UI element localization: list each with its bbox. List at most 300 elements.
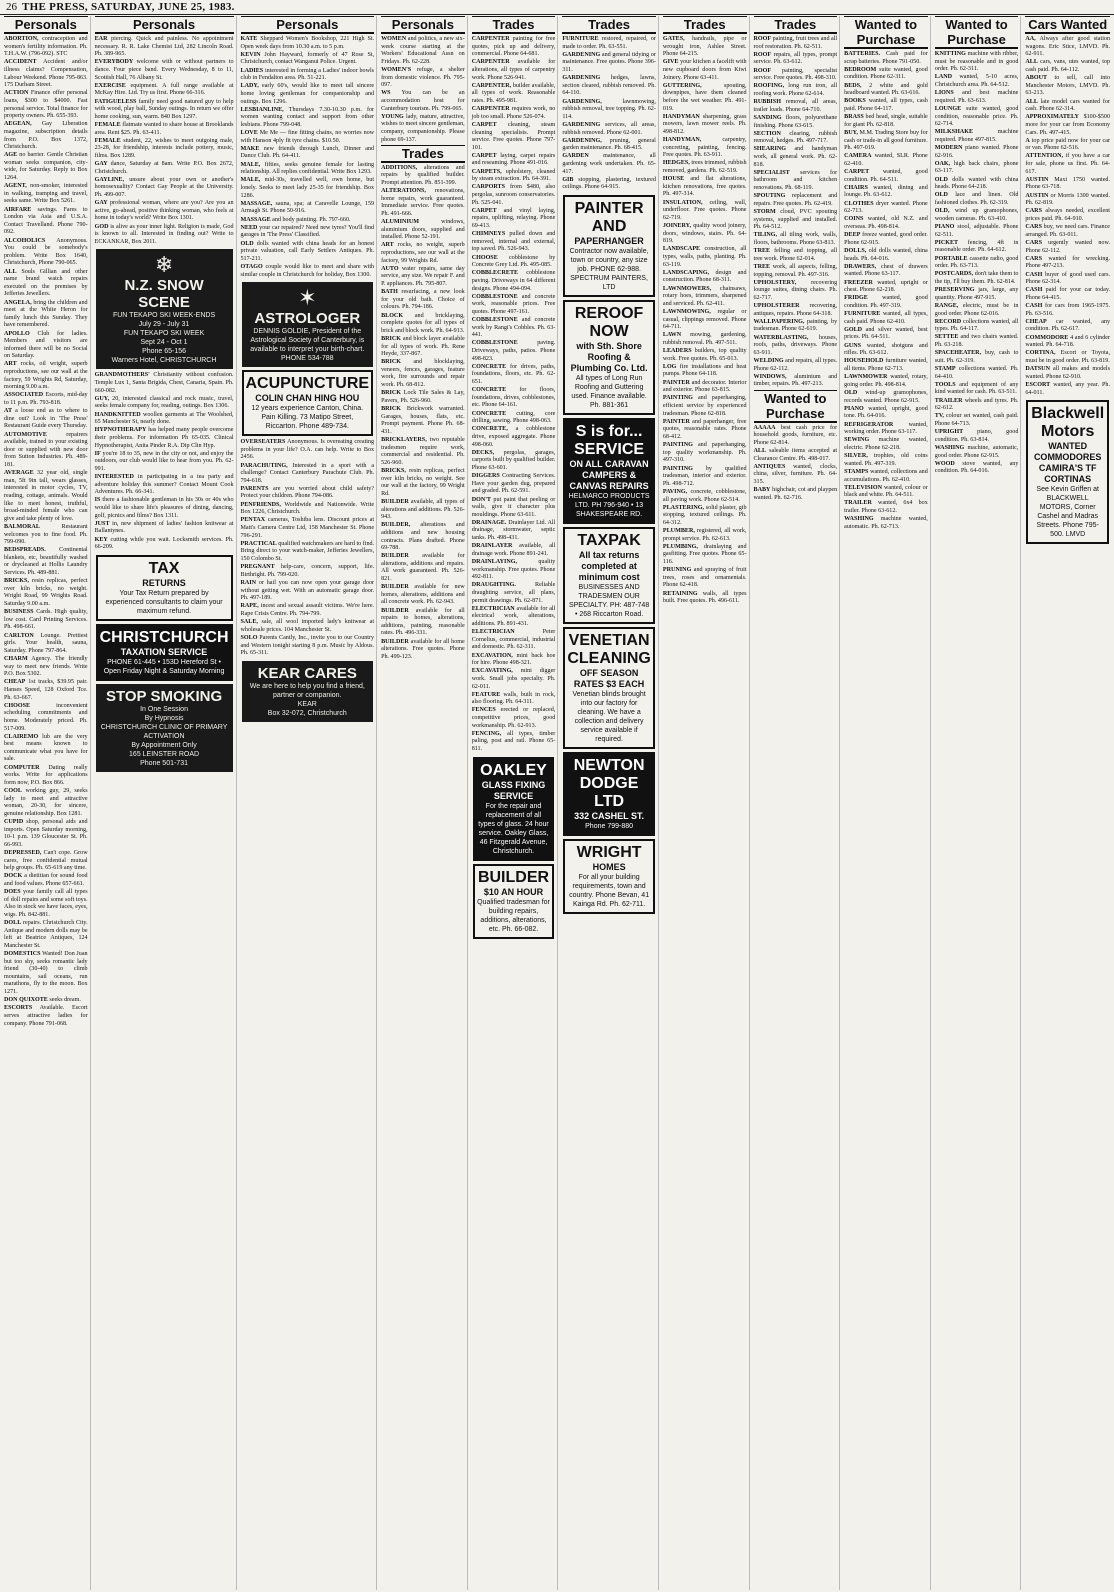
ad-text: trees trimmed, rubbish removed, gardens. Ph. 62-519. (662, 160, 747, 175)
ad-text: recovering, antiques, repairs. Phone 64-318. (753, 303, 838, 317)
section-heading: Personals (95, 16, 234, 34)
display-ad (563, 839, 655, 914)
ad-text: fire installations and heat pumps. Phone 64-118. (662, 363, 747, 378)
ad-keyword: LOVE (240, 130, 258, 137)
classified-ad (844, 516, 928, 531)
ad-keyword: OLD (934, 192, 948, 199)
ad-text: old dolls wanted, china heads. Ph. 64-016. (844, 247, 928, 262)
ad-text: all types, timber paling, post and rail. Phone 65-811. (471, 730, 556, 753)
ad-keyword: IS (94, 497, 101, 504)
ad-keyword: APPROXIMATELY (1025, 114, 1079, 121)
classified-ad (4, 90, 88, 120)
ad-text: walls, all types built. Free quotes. Ph. 496-611. (662, 590, 747, 605)
ad-keyword: AGE (4, 152, 18, 159)
ad-text: and block layer available for all types of work. Ph. Rene Heyde, 337-867. (381, 335, 465, 358)
ad-keyword: BATH (381, 289, 398, 296)
classified-ad (754, 248, 838, 263)
ad-keyword: CARPENTER (471, 106, 510, 113)
ad-text: mowing, gardening, rubbish removal. Ph. 497-511. (662, 332, 747, 346)
ad-keyword: MASSAGE, (240, 200, 273, 207)
ad-text: high back chairs, phone 63-117. (934, 160, 1019, 175)
section-heading: Trades (754, 16, 838, 34)
ad-keyword: DOMESTICS (4, 951, 41, 958)
page-number: 26 (6, 1, 17, 13)
ad-text: Available. Escort serves attractive ladies for company. Phone 791-068. (4, 1005, 88, 1027)
classified-ad (1025, 114, 1110, 137)
classified-ad (935, 224, 1019, 239)
ad-text: stopping, plastering, textured ceilings. Phone 64-915. (562, 176, 656, 191)
ad-keyword: SILVER, (844, 453, 868, 460)
ad-text: quality wood joinery, doors, windows, stairs. Ph. 64-819. (662, 223, 747, 245)
ad-keyword: DON QUIXOTE (4, 997, 48, 1004)
ad-keyword: COBBLESTONE (471, 293, 518, 300)
ad-text: sharpening, grass mowers, lawn mower reels. Ph. 498-812. (662, 113, 747, 135)
ad-keyword: CARPET (844, 169, 870, 176)
ad-text: rocks, no weight, superb reproductions, see our wall at the factory, 99 Wrights Rd. (381, 242, 465, 264)
ad-text: You can be an accommodation host for Canterbury tourism. Ph. 799-065. (381, 90, 465, 112)
classified-ad (95, 200, 234, 223)
classified-ad (381, 336, 465, 359)
ad-keyword: CARPENTER (471, 36, 510, 42)
ad-text: and concrete work, reasonable prices. Free quotes. Phone 497-161. (471, 293, 556, 315)
classified-ad (241, 486, 375, 501)
ad-keyword: DATSUN (1025, 366, 1050, 373)
ad-text: resin replicas, perfect over kiln bricks, no weight. Wright Road, 99 Wrights Road. Saturday 9.00 a.m. (4, 578, 88, 608)
ad-text: suite wanted, good condition, reasonable price. Ph. 62-714. (934, 105, 1019, 128)
classified-ad (95, 99, 234, 122)
classified-ad (241, 502, 375, 517)
ad-keyword: TRAILER (934, 397, 963, 404)
ad-keyword: BATTERIES. (844, 51, 881, 57)
ad-keyword: LAWNMOWING, (662, 308, 711, 315)
ad-keyword: GOLD (844, 326, 863, 333)
classified-ad (935, 161, 1019, 176)
ad-text: in participating in a tea party and adventure holiday this summer? Contact Mount Cook Adventures. Ph. 66-341. (94, 474, 234, 496)
classified-ad (663, 395, 747, 418)
ad-text: drainlaying and gasfitting. Free quotes. Phone 65-116. (662, 543, 747, 566)
display-ad (563, 527, 655, 624)
ad-text: wanted, 6x4 box trailer. Phone 63-612. (844, 500, 928, 515)
classified-ad (4, 609, 88, 632)
classified-ad (381, 553, 465, 583)
classified-ad (381, 67, 465, 90)
classified-ad (4, 524, 88, 547)
classified-ad (241, 107, 375, 130)
ad-keyword: PLUMBING, (662, 543, 698, 550)
ad-text: Maxi 1750 wanted. Phone 63-718. (1025, 176, 1110, 191)
classified-ad (935, 106, 1019, 129)
ad-text: collections wanted. Ph. 64-410. (934, 366, 1019, 380)
classified-ad (381, 188, 465, 218)
ad-text: student, 22, wishes to meet outgoing male, 23-28, for friendship, interests include pottery, music, films. Box 1289. (94, 137, 234, 159)
ad-text: available for alterations, additions and repairs. All work guaranteed. Ph. 526-821. (381, 553, 465, 583)
ad-keyword: CARPORTS (471, 184, 505, 191)
ad-keyword: TREE (753, 263, 771, 270)
ad-text: your family call all types of doll repairs and some soft toys. Also in stock we have faces, eyes, wigs. Ph. 842-881. (4, 889, 88, 918)
ad-text: piano wanted. Phone 62-916. (934, 145, 1019, 159)
ad-text: resurfacing, a new look for your old bath. Choice of colours. Ph. 794-186. (381, 289, 465, 311)
ad-keyword: DEEP (844, 232, 861, 239)
ad-text: Lounge. Prettiest girls. Your health, sauna, Saturday. Phone 797-864. (4, 632, 88, 654)
classified-ad (754, 487, 838, 502)
classified-ad (95, 122, 234, 137)
display-ad-l2: ON ALL CARAVAN CAMPERS & CANVAS REPAIRS (569, 459, 649, 492)
display-ad-l1: VENETIAN CLEANING (567, 632, 651, 668)
ad-text: wanted, dining and lounge. Ph. 63-612. (844, 184, 928, 199)
ad-keyword: CONCRETE (471, 363, 507, 370)
ad-text: cassette radio, good order. Ph. 63-713. (934, 255, 1019, 270)
ad-text: and paperhanging, top quality workmanship. Ph. 497-310. (662, 442, 747, 464)
ad-keyword: GARDENING, (562, 137, 602, 144)
ad-keyword: WOMEN'S (381, 66, 412, 73)
classified-ad (472, 411, 556, 426)
ad-keyword: OAK, (934, 160, 951, 167)
ad-keyword: EAR (94, 36, 108, 42)
ad-text: chainsaws, rotary hoes, trimmers, sharpened and serviced. Ph. 62-411. (662, 285, 747, 307)
classified-ad (241, 83, 375, 106)
ad-text: walls, built in rock, also flooring. Ph. 64-311. (471, 691, 556, 706)
ad-text: dryer wanted. Phone 62-713. (844, 200, 928, 215)
classified-ad (241, 36, 375, 51)
display-ad-l1: WRIGHT (576, 844, 642, 862)
column-10 (933, 16, 1022, 1590)
ad-text: pulled down and removed, internal and external, top saved. Ph. 526-943. (471, 231, 556, 253)
ad-keyword: ELECTRICIAN (471, 605, 515, 612)
classified-ad (4, 547, 88, 577)
classified-ad (472, 497, 556, 520)
kear-headline: KEAR CARES (257, 664, 357, 682)
ad-keyword: CARPET (471, 207, 497, 214)
ad-keyword: SEWING (844, 437, 870, 444)
ad-keyword: MILKSHAKE (934, 129, 974, 136)
ad-keyword: GAY (94, 161, 108, 168)
column-11 (1023, 16, 1112, 1590)
ad-text: alterations and repairs by qualified builder. Prompt attention. Ph. 851-399. (381, 164, 465, 186)
classified-ad (472, 153, 556, 168)
display-ad-l2: PAPERHANGER (574, 236, 644, 247)
ad-text: piano, good condition. Ph. 63-814. (934, 429, 1019, 443)
ad-text: Brickwork warranted. Garages, houses, flats, etc. Prompt payment. Phone Ph. 68-431. (381, 406, 465, 435)
ad-keyword: CONCRETE (471, 387, 507, 394)
classified-ad (935, 208, 1019, 223)
ad-keyword: OTAGO (240, 263, 263, 270)
snowflake-icon: ❄ (154, 252, 174, 278)
section-heading: Trades (663, 16, 747, 34)
column-9 (842, 16, 931, 1590)
ad-keyword: TELEVISION (844, 484, 883, 491)
classified-ad (472, 520, 556, 543)
classified-ad (663, 114, 747, 137)
ad-keyword: FATIGUELESS (94, 98, 137, 105)
classified-ad (1025, 256, 1110, 271)
classified-ad (1025, 287, 1110, 302)
ad-text: handrails, pipe or wrought iron, Ashlee Street. Phone 64-215. (662, 36, 747, 58)
ad-keyword: GAYLINE, (94, 176, 125, 183)
ad-text: cutting while you wait. Locksmith services. Ph. 66-209. (94, 536, 234, 551)
ad-keyword: PICKET (934, 239, 959, 246)
ad-text: unsure about your own or another's homosexuality? Contact Gay People at the University. Ph. 499-007. (94, 176, 234, 199)
ad-text: is alive as your inner light. Religion is made, God is known to all. Interested in finding out? Write to ECKANKAR, Box 2011. (94, 223, 234, 245)
ad-text: wanted, any year. Ph. 64-011. (1025, 382, 1110, 396)
ad-keyword: DRAUGHTING. (471, 582, 516, 589)
display-ad-l3: All types of Long Run Roofing and Guttering used. Finance available. Ph. 881-361 (571, 375, 647, 410)
classified-ad (1025, 208, 1110, 223)
ad-text: your car repaired? Need new tyres? You'll find garages in 'The Press' Classified. (240, 224, 375, 239)
ad-text: woollen garments at The Woolshed, 65 Manchester St, nearly done. (94, 411, 234, 426)
ad-text: Restaurant welcomes you to fine food. Ph. 799-090. (4, 523, 88, 546)
classified-ad (754, 232, 838, 247)
ad-keyword: ACCIDENT (4, 59, 37, 66)
ad-keyword: GRANDMOTHERS' (94, 372, 150, 379)
ad-text: and general tidying or maintenance. Free quotes. Phone 396-311. (562, 51, 656, 73)
ad-keyword: RECORD (934, 318, 962, 325)
classified-ad (381, 499, 465, 522)
ad-text: 2 white and gold headboard wanted. Ph. 63-616. (844, 82, 928, 97)
ad-keyword: BRICK (381, 359, 402, 366)
ad-text: or Morris 1300 wanted. Ph. 62-819. (1025, 192, 1110, 207)
ad-keyword: PENFRIENDS, (240, 501, 281, 508)
classified-ad (472, 208, 556, 231)
ad-keyword: TREE (753, 248, 771, 255)
classified-ad (472, 364, 556, 387)
display-ad (563, 418, 655, 524)
ad-keyword: CORTINA, (1025, 350, 1056, 357)
smoking-line: Phone 501-731 (140, 759, 188, 767)
classified-ad (95, 497, 234, 520)
classified-ad (381, 242, 465, 265)
ad-keyword: FURNITURE (844, 311, 881, 318)
ad-text: non-smoker, interested in walking, tramping and travel, seeks same. Write Box 5261. (4, 183, 88, 205)
ad-text: Escort or Toyota, must be in good order. Ph. 63-819. (1025, 350, 1110, 365)
ad-text: and spraying of fruit trees, roses and ornamentals. Phone 62-418. (662, 567, 747, 589)
ad-text: wheels and tyres. Ph. 62-612. (934, 397, 1019, 412)
section-heading: Wanted to Purchase (844, 16, 928, 49)
ad-text: if you have a car for sale, phone us first. Ph. 64-617. (1025, 153, 1110, 175)
ad-keyword: BRICK (381, 406, 402, 413)
ad-keyword: TRAILER (844, 500, 872, 507)
ad-keyword: BEDS, (844, 82, 862, 89)
display-ad-l1: PAINTER AND (574, 200, 644, 236)
ad-text: restored, repaired, or made to order. Ph. 63-551. (562, 36, 656, 50)
display-ad-l1: TAX (148, 559, 180, 577)
ad-keyword: WOOD (934, 460, 955, 467)
column-8 (752, 16, 841, 1590)
classified-ad (4, 432, 88, 470)
ad-keyword: PAINTING (662, 442, 693, 449)
classified-ad (472, 340, 556, 363)
classified-ad (844, 343, 928, 358)
ad-text: 4 and 6 cylinder wanted. Ph. 64-718. (1025, 334, 1110, 349)
display-ad-l1: NEWTON DODGE LTD (573, 757, 645, 811)
snow-line: Warners Hotel, CHRISTCHURCH (111, 357, 217, 365)
ad-keyword: ROOF (753, 51, 772, 58)
display-ad-l2: All tax returns completed at minimum cost (578, 550, 640, 583)
ad-keyword: EXERCISE (94, 82, 126, 89)
ad-text: in, new shipment of ladies' fashion knitwear at Ballantynes. (94, 520, 234, 535)
classified-ad (472, 184, 556, 207)
ad-text: paving. Driveways, paths, patios. Phone 498-823. (471, 340, 556, 362)
classified-ad (95, 412, 234, 427)
ad-text: seeks dream. (47, 997, 81, 1004)
ad-keyword: AUSTIN (1025, 192, 1049, 199)
ad-keyword: A (1025, 137, 1030, 144)
classified-ad (663, 544, 747, 567)
classified-ad (472, 387, 556, 410)
ad-text: Parents Cantly, Inc., invite you to our Country and Western tonight starting 8 p.m. Music by Aldous. Ph. 65-311. (240, 634, 375, 657)
ad-text: wind-up gramophones, records wanted. Phone 62-915. (844, 390, 928, 404)
ad-keyword: TILING, (753, 232, 778, 239)
classified-ad (381, 406, 465, 436)
ad-keyword: PORTABLE (934, 255, 968, 262)
ad-keyword: JUST (94, 520, 110, 527)
smoking-line: By Appointment Only (131, 741, 197, 749)
classified-ad (844, 169, 928, 184)
classified-ad (844, 327, 928, 342)
ad-text: freeze wanted, good order. Phone 62-915. (844, 232, 928, 246)
ad-text: resin replicas, perfect over kiln bricks, no weight. See our wall at the factory, 99 Wright Rd. (381, 467, 465, 497)
ad-text: Wanted! Don Juan but too shy, seeks romantic lady friend (30-40) to climb mountains, sail oceans, run marathons, fly to the moon. Box 1271. (4, 951, 88, 996)
ad-text: jars, large, any quantity. Phone 497-915. (934, 287, 1019, 301)
ad-keyword: COBBLECRETE (471, 270, 519, 277)
display-ad-l2: TAXATION SERVICE (120, 646, 208, 657)
display-ad-l2: 332 CASHEL ST. (574, 811, 645, 822)
ad-text: services for bathroom and kitchen renovations. Ph. 68-119. (753, 169, 838, 192)
ad-text: Worldwide and Nationwide. Write Box 1226, Christchurch. (240, 501, 375, 516)
ad-text: wanted, all types, cash paid. Phone 64-117. (844, 98, 928, 112)
ad-keyword: AEGEAN, (4, 121, 32, 128)
ad-text: for cars from 1965-1975. Ph. 63-516. (1025, 303, 1110, 317)
ad-text: qualified watchmakers are hard to find. Bring direct to your watch-maker, Jefferies Jewellers, 150 Colombo St. (240, 540, 375, 562)
ad-text: and body painting. Ph. 797-660. (270, 216, 351, 223)
ad-text: or hail you can now open your garage door without getting wet. With an automatic garage door. Ph. 497-189. (240, 579, 375, 602)
ad-keyword: KEY (94, 536, 108, 543)
classified-ad (844, 216, 928, 231)
ad-keyword: BEDSPREADS. (4, 547, 46, 554)
classified-ad (663, 567, 747, 590)
classified-ad (1025, 75, 1110, 98)
classified-ad (562, 177, 656, 192)
ad-text: saleable items accepted at Clearance Centre. Ph. 498-017. (753, 447, 838, 462)
ad-keyword: CARPETS, (471, 168, 502, 175)
ad-keyword: GUTTERING, (662, 82, 702, 89)
ad-text: lub are the very best means known to communicate what you have for sale. (4, 733, 88, 763)
ad-text: Lock Tile Sales & Lay, Pavers, Ph. 526-960. (381, 390, 465, 404)
ad-text: available for alterations, all types of carpentry work. Phone 526-941. (471, 59, 556, 81)
ad-keyword: LANDSCAPING, (662, 269, 710, 276)
classified-ad (4, 121, 88, 151)
ad-keyword: CHOOSE (471, 254, 498, 261)
ad-text: requires work, no job too small. Phone 526-074. (471, 106, 556, 120)
ad-text: mini digger work. Small jobs specialty. Ph. 62-011. (471, 668, 556, 690)
display-ad-l2: RETURNS (142, 577, 186, 588)
classified-ad (844, 485, 928, 500)
classified-ad (472, 36, 556, 59)
classified-ad (381, 608, 465, 638)
ad-keyword: ALCOHOLICS (4, 237, 46, 244)
classified-ad (4, 152, 88, 182)
display-ad-l3: Phone 799-880 (585, 823, 634, 831)
classified-ad (935, 334, 1019, 349)
ad-keyword: ALL (753, 447, 767, 454)
ad-keyword: POSTCARDS, (934, 271, 974, 278)
ad-keyword: CARLTON (4, 632, 34, 639)
ad-keyword: CHEAP (1025, 318, 1047, 325)
ad-keyword: ALTERATIONS, (381, 188, 426, 195)
ad-text: and two chairs wanted. Ph. 63-218. (934, 334, 1019, 349)
ad-keyword: ASSOCIATED (4, 392, 44, 399)
ad-keyword: ELECTRICIAN (471, 629, 515, 636)
ad-keyword: PAINTER (662, 379, 690, 386)
display-ad-l3: Your Tax Return prepared by experienced consultants to claim your maximum refund. (105, 589, 223, 615)
classified-ad (381, 266, 465, 289)
ad-text: and concrete work by Rangi's Cobbles. Ph. 63-441. (471, 317, 556, 339)
ad-text: savings. Fares to London via Asia and U.S.A. Contact Travelland. Phone 790-092. (4, 206, 88, 236)
classified-ad (4, 1005, 88, 1028)
ad-text: wanted, upright, good tone. Ph. 64-016. (844, 405, 928, 420)
smoking-headline: STOP SMOKING (105, 687, 223, 705)
snow-line: Phone 65-156 (142, 348, 187, 356)
display-ad (563, 752, 655, 836)
ad-keyword: DON'T (471, 496, 491, 503)
classified-ad (1025, 303, 1110, 318)
classified-ad (663, 137, 747, 160)
classified-ad (935, 192, 1019, 207)
ad-keyword: ACTION (4, 90, 29, 97)
classified-ad (754, 319, 838, 334)
classified-ad (472, 731, 556, 754)
ad-text: upholstery, cleaned by steam extraction. Ph. 64-391. (471, 168, 556, 183)
ad-text: machine required. Phone 497-815. (934, 129, 1019, 143)
ad-keyword: RANGE, (934, 302, 959, 309)
ad-keyword: PAVING, (662, 488, 688, 495)
ad-keyword: PRESERVING (934, 287, 975, 294)
classified-ad (935, 429, 1019, 444)
classified-ad (1025, 240, 1110, 255)
classified-ad (754, 68, 838, 83)
ad-keyword: JOINERY, (662, 223, 692, 229)
ad-text: cutting, core drilling, sawing. Phone 498-063. (471, 410, 556, 425)
classified-ad (4, 238, 88, 268)
ad-text: cars, vans, utes wanted, top cash paid. Ph. 64-112. (1025, 59, 1110, 73)
classified-ad (241, 264, 375, 279)
ad-text: and bricklaying, complete quotes for all types of brick and block work. Ph. 64-913. (381, 312, 465, 334)
classified-ad (381, 114, 465, 144)
ad-keyword: PLUMBER, (662, 528, 695, 535)
ad-keyword: BUILDER (381, 553, 409, 560)
classified-ad (754, 193, 838, 208)
ad-text: wanted, collections and accumulations. Ph. 62-410. (844, 468, 928, 483)
ad-keyword: ALL (1025, 59, 1038, 66)
classified-ad (4, 819, 88, 849)
ad-text: early 60's, would like to meet tall sincere home loving gentleman for companionship and outings. Box 1296. (240, 83, 375, 105)
classified-ad (95, 537, 234, 552)
ad-text: clearing, rubbish removal, hedges. Ph. 497-717. (753, 130, 838, 145)
ad-keyword: PAINTER (662, 418, 690, 425)
ad-text: colour set wanted, cash paid. Phone 64-713. (934, 413, 1019, 427)
ad-keyword: DRAINLAYING, (471, 559, 518, 566)
ad-keyword: HOUSEHOLD (844, 358, 884, 365)
ad-keyword: WATERBLASTING, (753, 334, 809, 341)
classified-ad (562, 75, 656, 98)
ad-text: bring the children and meet at the White Heron for family lunch this Sunday. They have remembered. (4, 299, 88, 329)
classified-ad (4, 920, 88, 950)
classified-ad (754, 99, 838, 114)
classified-ad (935, 382, 1019, 397)
display-ad-l3: HELMARCO PRODUCTS LTD. PH 796-940 • 13 SHAKESPEARE RD. (568, 493, 650, 519)
ad-text: urgently wanted now. Phone 62-112. (1025, 239, 1110, 254)
ad-text: 1st tracks, $39.95 pair. Hanses Speed, 128 Oxford Tce. Ph. 63-667. (4, 679, 88, 701)
ad-keyword: MALE, (240, 161, 261, 168)
